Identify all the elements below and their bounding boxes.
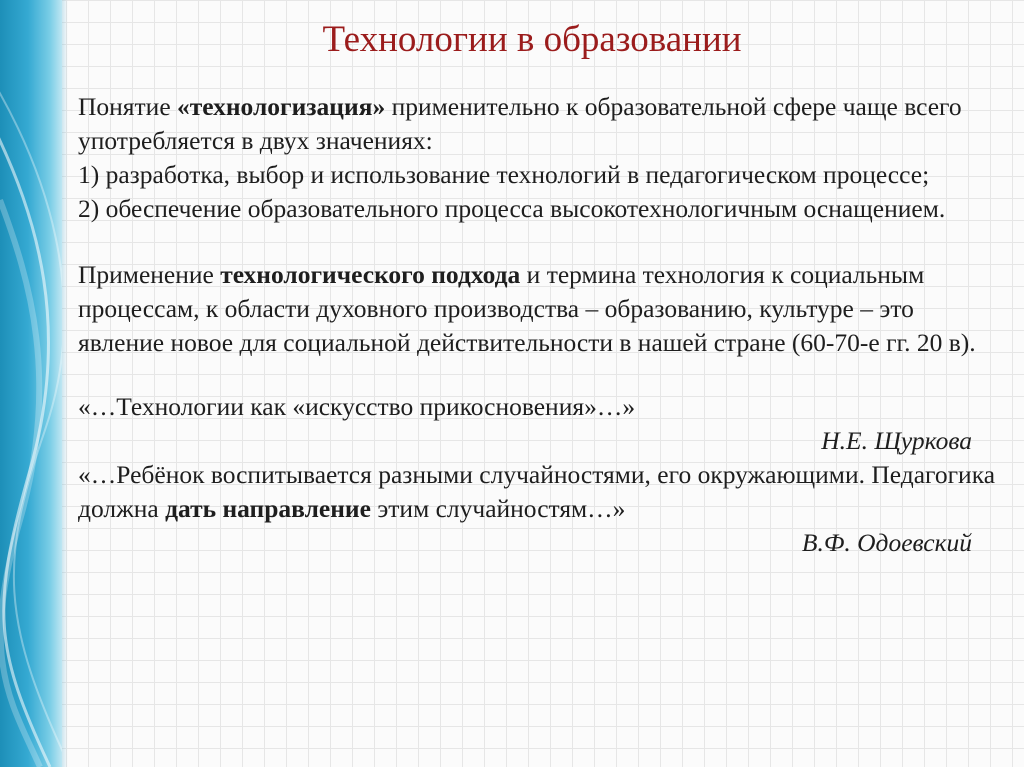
term-give-direction: дать направление (165, 494, 371, 523)
paragraph-technologization: Понятие «технологизация» применительно к образовательной сфере чаще всего употребляется в двух значениях: (78, 92, 962, 155)
list-item: 2) обеспечение образовательного процесса высокотехнологичным оснащением. (78, 194, 946, 223)
spacer (78, 226, 998, 258)
quote-author-odoevsky: В.Ф. Одоевский (801, 528, 972, 557)
side-band-edge (62, 0, 68, 767)
term-technologization: «технологизация» (177, 92, 386, 121)
quote-author-shchurkova: Н.Е. Щуркова (821, 426, 972, 455)
slide-title: Технологии в образовании (322, 19, 742, 60)
wave-decoration-icon (0, 0, 62, 767)
term-technological-approach: технологического подхода (220, 260, 521, 289)
quote-odoevsky: «…Ребёнок воспитывается разными случайностями, его окружающими. Педагогика должна дать направление этим случайностям…» (78, 460, 996, 523)
list-item: 1) разработка, выбор и использование технологий в педагогическом процессе; (78, 160, 930, 189)
decorative-side-band (0, 0, 62, 767)
quote-shchurkova: «…Технологии как «искусство прикосновения»…» (78, 392, 636, 421)
paragraph-technological-approach: Применение технологического подхода и термина технология к социальным процессам, к области духовного производства – образованию, культуре – это явление новое для социальной действительности в нашей стране (60-70-е гг. 20 в). (78, 260, 976, 357)
slide-content (78, 90, 998, 560)
spacer (78, 360, 998, 390)
